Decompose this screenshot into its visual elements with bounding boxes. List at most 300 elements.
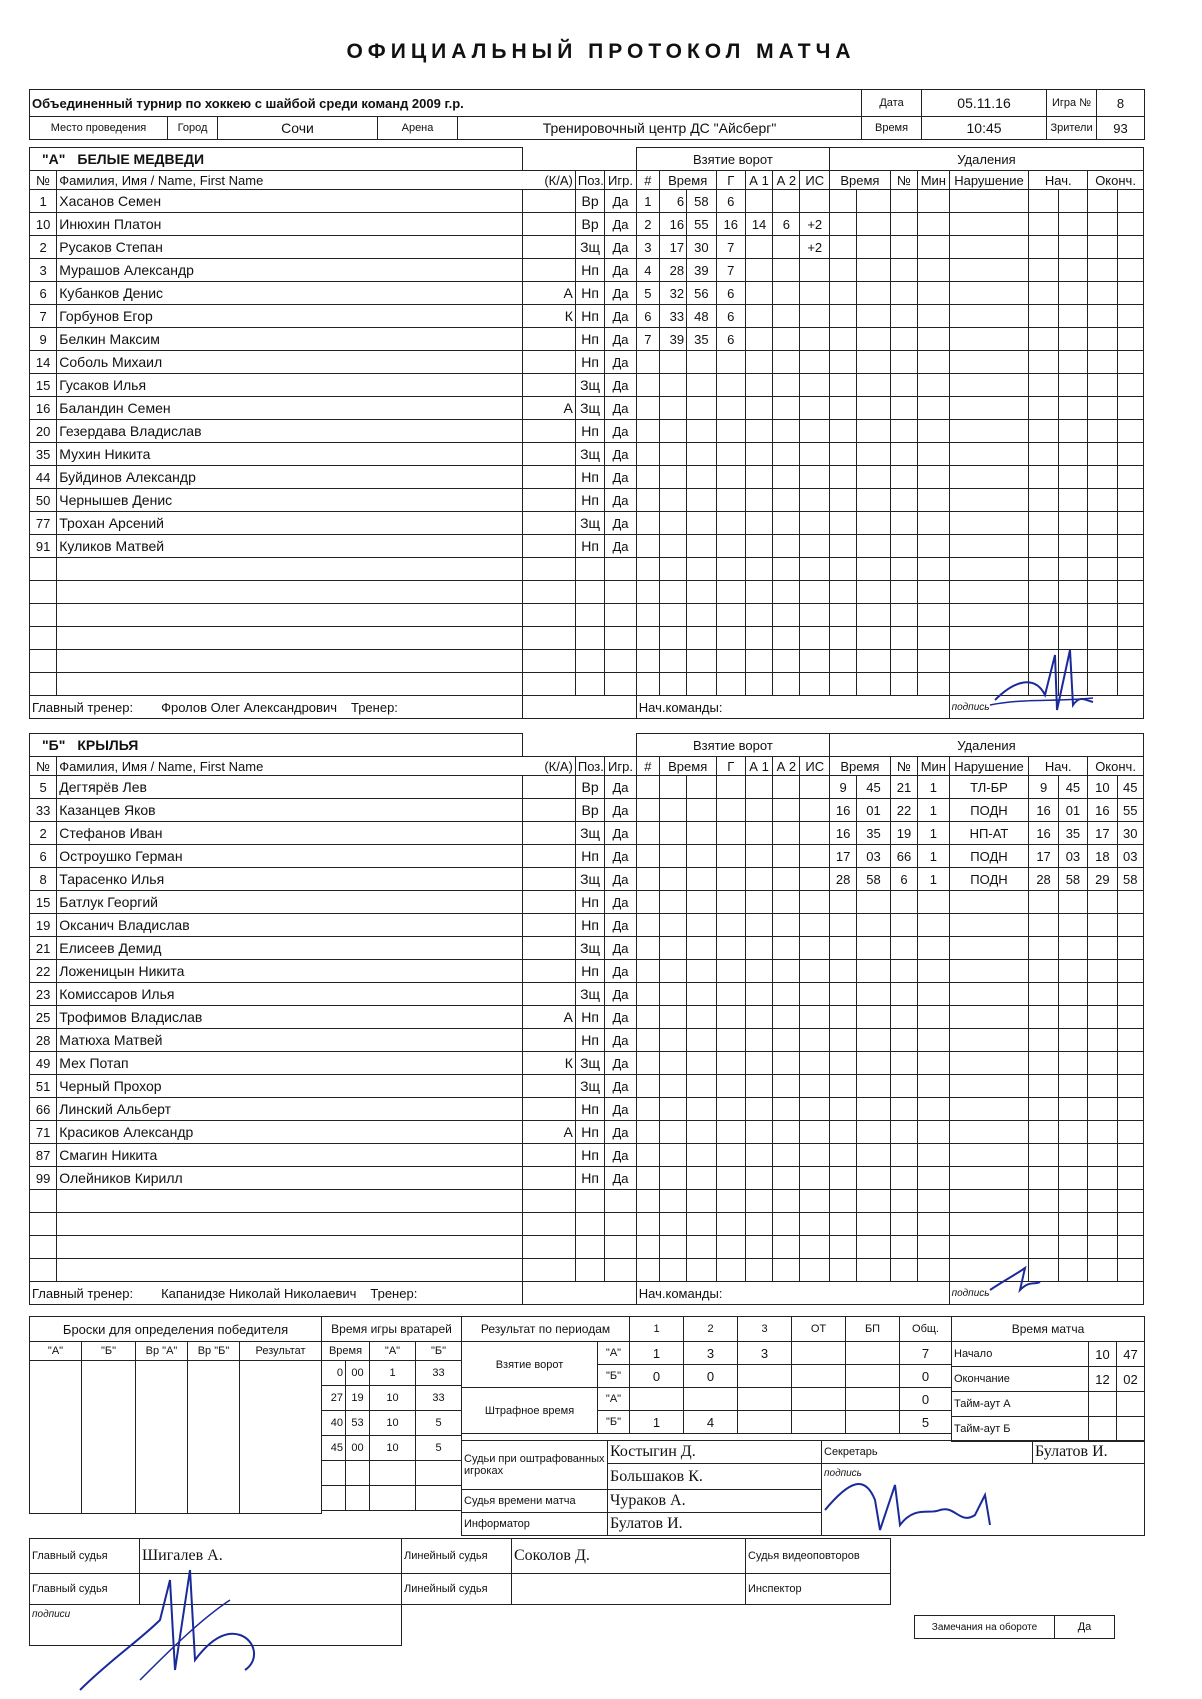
penalty-minutes: [918, 1052, 949, 1075]
penalty-infraction: [949, 397, 1029, 420]
pim-a-p1: [630, 1388, 684, 1411]
goal-assist-2: [773, 673, 800, 696]
col-assist-1: А 1: [745, 757, 772, 776]
penalty-start-min: [1029, 351, 1058, 374]
goal-assist-2: [773, 937, 800, 960]
goal-number: [636, 822, 659, 845]
goal-scorer: 6: [716, 190, 745, 213]
penalty-minute: 9: [829, 776, 856, 799]
goal-assist-2: [773, 1259, 800, 1282]
linesman-2: [512, 1574, 746, 1605]
penalty-second: 45: [857, 776, 891, 799]
penalty-start-min: [1029, 512, 1058, 535]
penalty-end-sec: [1117, 351, 1143, 374]
goal-second: [687, 1144, 716, 1167]
goalie-time-row: [322, 1436, 462, 1461]
player-position: Нп: [575, 420, 604, 443]
penalty-second: [857, 1098, 891, 1121]
goal-strength: [800, 420, 829, 443]
team-a-roster: [29, 147, 1144, 719]
penalty-second: [857, 1259, 891, 1282]
penalty-infraction: [949, 443, 1029, 466]
goal-scorer: [716, 937, 745, 960]
penalty-start-min: [1029, 627, 1058, 650]
pim-b-total: 5: [900, 1411, 952, 1434]
penalty-minute: [829, 983, 856, 1006]
player-row: [30, 776, 1144, 799]
penalty-second: [857, 627, 891, 650]
player-number: 51: [30, 1075, 57, 1098]
goal-strength: [800, 868, 829, 891]
player-row: [30, 650, 1144, 673]
penalty-minute: [829, 673, 856, 696]
goal-strength: [800, 282, 829, 305]
penalty-second: [857, 1144, 891, 1167]
player-captain-mark: [523, 604, 575, 627]
player-captain-mark: [523, 891, 575, 914]
goal-minute: [659, 1029, 686, 1052]
player-captain-mark: [523, 558, 575, 581]
penalty-start-sec: [1058, 627, 1087, 650]
penalty-end-min: [1088, 1236, 1117, 1259]
penalty-player: [890, 581, 917, 604]
goal-strength: [800, 466, 829, 489]
goal-minute: [659, 466, 686, 489]
goal-assist-2: 6: [773, 213, 800, 236]
penalty-end-sec: [1117, 443, 1143, 466]
col-pos: Поз.: [575, 757, 604, 776]
goal-assist-1: [745, 1006, 772, 1029]
penalty-end-min: 16: [1088, 799, 1117, 822]
penalty-player: [890, 1144, 917, 1167]
goal-minute: [659, 822, 686, 845]
player-name: Хасанов Семен: [57, 190, 523, 213]
player-captain-mark: К: [523, 1052, 575, 1075]
penalty-player: [890, 627, 917, 650]
table-cell: [523, 696, 636, 719]
penalty-start-min: 28: [1029, 868, 1058, 891]
player-captain-mark: К: [523, 305, 575, 328]
goal-second: [687, 627, 716, 650]
penalty-minute: [829, 581, 856, 604]
penalty-minutes: 1: [918, 868, 949, 891]
goal-strength: [800, 535, 829, 558]
player-captain-mark: [523, 983, 575, 1006]
col-assist-1: А 1: [745, 171, 772, 190]
table-cell: [523, 1282, 636, 1305]
goal-assist-2: [773, 558, 800, 581]
goal-number: [636, 891, 659, 914]
inspector-label: Инспектор: [746, 1574, 891, 1605]
penalty-start-min: [1029, 937, 1058, 960]
player-position: Нп: [575, 259, 604, 282]
penalty-player: [890, 673, 917, 696]
coach-label: Главный тренер:: [32, 699, 134, 715]
col-pen-infraction: Нарушение: [949, 171, 1029, 190]
goal-strength: [800, 1121, 829, 1144]
player-played: Да: [605, 305, 637, 328]
penalty-second: [857, 673, 891, 696]
goals-b-bp: [846, 1365, 900, 1388]
player-name: Елисеев Демид: [57, 937, 523, 960]
remarks-label: Замечания на обороте: [915, 1616, 1055, 1639]
col-pen-time: Время: [829, 171, 890, 190]
penalty-minute: [829, 1098, 856, 1121]
player-row: [30, 1098, 1144, 1121]
penalty-minute: [829, 627, 856, 650]
penalty-second: [857, 1167, 891, 1190]
player-number: 7: [30, 305, 57, 328]
goal-strength: [800, 1213, 829, 1236]
player-name: [57, 1259, 523, 1282]
goals-a-bp: [846, 1342, 900, 1365]
penalty-player: [890, 397, 917, 420]
player-position: Нп: [575, 305, 604, 328]
tournament-name: Объединенный турнир по хоккею с шайбой среди команд 2009 г.р.: [30, 90, 862, 117]
goals-a-p3: 3: [738, 1342, 792, 1365]
col-played: Игр.: [605, 757, 637, 776]
goal-second: [687, 822, 716, 845]
penalty-minute: [829, 535, 856, 558]
goal-second: 58: [687, 190, 716, 213]
player-name: Мухин Никита: [57, 443, 523, 466]
goals-b-p1: 0: [630, 1365, 684, 1388]
goal-assist-2: [773, 305, 800, 328]
penalty-player: 19: [890, 822, 917, 845]
penalty-end-min: [1088, 960, 1117, 983]
player-number: 87: [30, 1144, 57, 1167]
penalty-end-sec: 03: [1117, 845, 1143, 868]
game-number: 8: [1097, 90, 1145, 117]
goal-assist-2: [773, 891, 800, 914]
player-number: 25: [30, 1006, 57, 1029]
penalty-end-sec: [1117, 535, 1143, 558]
player-number: 66: [30, 1098, 57, 1121]
player-captain-mark: [523, 1213, 575, 1236]
penalty-start-sec: [1058, 1029, 1087, 1052]
penalty-end-sec: [1117, 1144, 1143, 1167]
penalty-end-min: [1088, 558, 1117, 581]
goal-scorer: [716, 374, 745, 397]
penalty-infraction: [949, 466, 1029, 489]
goal-assist-1: [745, 1121, 772, 1144]
match-date: 05.11.16: [922, 90, 1047, 117]
player-row: [30, 558, 1144, 581]
shootout-title: Броски для определения победителя: [30, 1317, 322, 1342]
penalty-minute: [829, 351, 856, 374]
goal-number: [636, 1144, 659, 1167]
penalty-infraction: [949, 1259, 1029, 1282]
penalty-start-sec: [1058, 282, 1087, 305]
penalty-infraction: [949, 1121, 1029, 1144]
goal-minute: [659, 1006, 686, 1029]
penalty-end-min: [1088, 1213, 1117, 1236]
team-sign-label: подпись: [949, 1282, 1143, 1305]
goal-scorer: [716, 799, 745, 822]
col-pen-end: Оконч.: [1088, 171, 1144, 190]
penalty-end-min: [1088, 1006, 1117, 1029]
player-captain-mark: [523, 443, 575, 466]
penalty-infraction: [949, 1213, 1029, 1236]
goal-scorer: [716, 443, 745, 466]
player-position: [575, 604, 604, 627]
penalty-start-min: [1029, 420, 1058, 443]
goal-second: [687, 397, 716, 420]
goal-strength: [800, 351, 829, 374]
player-captain-mark: [523, 1144, 575, 1167]
penalty-start-min: [1029, 1052, 1058, 1075]
penalty-end-sec: [1117, 650, 1143, 673]
player-played: Да: [605, 845, 637, 868]
penalty-infraction: [949, 673, 1029, 696]
penalty-end-min: 18: [1088, 845, 1117, 868]
player-row: [30, 960, 1144, 983]
penalty-minute: [829, 397, 856, 420]
penalty-player: [890, 374, 917, 397]
penalty-start-sec: [1058, 914, 1087, 937]
goal-assist-2: [773, 1098, 800, 1121]
penalty-infraction: [949, 1006, 1029, 1029]
goal-second: [687, 1029, 716, 1052]
player-captain-mark: [523, 535, 575, 558]
player-number: [30, 627, 57, 650]
penalty-start-sec: [1058, 673, 1087, 696]
goal-strength: [800, 822, 829, 845]
player-position: Вр: [575, 213, 604, 236]
penalty-minutes: [918, 1098, 949, 1121]
penalty-second: [857, 960, 891, 983]
penalty-end-min: 17: [1088, 822, 1117, 845]
player-captain-mark: [523, 776, 575, 799]
coach-name: Фролов Олег Александрович: [161, 699, 337, 715]
penalty-minute: [829, 1190, 856, 1213]
informer-label: Информатор: [462, 1513, 608, 1536]
player-position: [575, 1213, 604, 1236]
penalty-minutes: [918, 891, 949, 914]
penalty-second: [857, 937, 891, 960]
goal-strength: [800, 259, 829, 282]
penalty-second: [857, 374, 891, 397]
penalty-second: [857, 443, 891, 466]
goal-strength: [800, 983, 829, 1006]
goal-assist-1: [745, 627, 772, 650]
penalty-minutes: [918, 259, 949, 282]
penalty-minutes: [918, 604, 949, 627]
penalty-start-sec: [1058, 1098, 1087, 1121]
penalty-start-sec: [1058, 581, 1087, 604]
penalty-minute: [829, 1029, 856, 1052]
goal-number: [636, 1029, 659, 1052]
penalty-second: [857, 1075, 891, 1098]
goal-second: [687, 1190, 716, 1213]
penalty-infraction: ПОДН: [949, 845, 1029, 868]
goal-scorer: [716, 1167, 745, 1190]
goalie-time-minute: 0: [322, 1361, 346, 1386]
penalty-start-min: [1029, 282, 1058, 305]
penalty-start-sec: [1058, 236, 1087, 259]
goal-minute: [659, 799, 686, 822]
penalty-end-sec: [1117, 466, 1143, 489]
player-position: [575, 1190, 604, 1213]
penalty-minute: 16: [829, 799, 856, 822]
player-position: Нп: [575, 960, 604, 983]
player-row: [30, 604, 1144, 627]
penalty-end-sec: [1117, 1236, 1143, 1259]
penalty-second: 01: [857, 799, 891, 822]
player-number: 8: [30, 868, 57, 891]
goal-strength: [800, 397, 829, 420]
player-played: [605, 627, 637, 650]
player-name: [57, 604, 523, 627]
goalie-time-col-a: "А": [370, 1342, 416, 1361]
col-name-label: Фамилия, Имя / Name, First Name: [59, 758, 264, 774]
penalty-start-min: [1029, 213, 1058, 236]
penalty-infraction: [949, 1052, 1029, 1075]
goal-minute: [659, 535, 686, 558]
pim-label: Штрафное время: [462, 1388, 598, 1434]
goal-minute: [659, 489, 686, 512]
player-position: Нп: [575, 845, 604, 868]
player-name: [57, 673, 523, 696]
goal-strength: [800, 776, 829, 799]
player-row: [30, 282, 1144, 305]
goal-assist-2: [773, 328, 800, 351]
goal-assist-2: [773, 845, 800, 868]
penalty-second: [857, 650, 891, 673]
col-pen-start: Нач.: [1029, 757, 1088, 776]
penalty-second: [857, 259, 891, 282]
goal-assist-2: [773, 1121, 800, 1144]
goal-number: [636, 1236, 659, 1259]
player-name: Комиссаров Илья: [57, 983, 523, 1006]
goalie-time-minute: 27: [322, 1386, 346, 1411]
penalty-end-min: 29: [1088, 868, 1117, 891]
goal-minute: [659, 1213, 686, 1236]
player-row: [30, 868, 1144, 891]
goalie-a-number: 10: [370, 1411, 416, 1436]
player-captain-mark: [523, 190, 575, 213]
penalty-minute: [829, 960, 856, 983]
player-captain-mark: [523, 259, 575, 282]
goals-group-header: Взятие ворот: [636, 734, 829, 757]
goal-strength: [800, 891, 829, 914]
player-played: Да: [605, 535, 637, 558]
player-number: 28: [30, 1029, 57, 1052]
player-played: Да: [605, 213, 637, 236]
player-position: Вр: [575, 776, 604, 799]
penalty-player: [890, 1213, 917, 1236]
penalty-end-min: [1088, 512, 1117, 535]
match-time-title: Время матча: [952, 1317, 1145, 1342]
penalty-second: [857, 466, 891, 489]
goal-assist-1: [745, 1190, 772, 1213]
player-captain-mark: [523, 581, 575, 604]
player-name: Буйдинов Александр: [57, 466, 523, 489]
penalty-start-min: [1029, 891, 1058, 914]
penalty-minutes: [918, 558, 949, 581]
goal-assist-2: [773, 443, 800, 466]
period-bp: БП: [846, 1317, 900, 1342]
penalty-end-min: [1088, 1190, 1117, 1213]
penalty-second: [857, 914, 891, 937]
team-letter: "Б": [42, 737, 66, 753]
goal-strength: [800, 627, 829, 650]
player-captain-mark: [523, 420, 575, 443]
player-row: [30, 1029, 1144, 1052]
goal-assist-2: [773, 236, 800, 259]
goal-second: [687, 776, 716, 799]
penalty-start-min: [1029, 1144, 1058, 1167]
penalty-minutes: [918, 397, 949, 420]
player-row: [30, 1167, 1144, 1190]
penalty-end-min: [1088, 581, 1117, 604]
player-played: Да: [605, 236, 637, 259]
penalty-end-sec: [1117, 1006, 1143, 1029]
goal-second: [687, 581, 716, 604]
penalty-start-min: [1029, 328, 1058, 351]
goalie-b-number: 5: [416, 1436, 462, 1461]
penalty-minutes: [918, 627, 949, 650]
player-name: Инюхин Платон: [57, 213, 523, 236]
player-played: Да: [605, 190, 637, 213]
penalty-player: [890, 512, 917, 535]
coach-row: [30, 1282, 1144, 1305]
player-position: Зщ: [575, 822, 604, 845]
penalty-start-min: [1029, 190, 1058, 213]
coach-row: [30, 696, 1144, 719]
player-row: [30, 1190, 1144, 1213]
goal-scorer: [716, 466, 745, 489]
trainer-label: Тренер:: [370, 1285, 418, 1301]
penalty-minutes: [918, 1190, 949, 1213]
penalty-player: [890, 259, 917, 282]
goal-second: [687, 535, 716, 558]
goal-second: [687, 914, 716, 937]
goal-assist-1: [745, 1052, 772, 1075]
penalty-start-sec: [1058, 489, 1087, 512]
player-played: Да: [605, 1121, 637, 1144]
penalty-end-min: [1088, 305, 1117, 328]
penalty-start-min: [1029, 983, 1058, 1006]
penalty-start-min: [1029, 1075, 1058, 1098]
penalty-end-sec: [1117, 558, 1143, 581]
goal-second: [687, 1006, 716, 1029]
player-played: Да: [605, 282, 637, 305]
player-name: Оксанич Владислав: [57, 914, 523, 937]
penalty-infraction: [949, 374, 1029, 397]
penalty-start-sec: [1058, 213, 1087, 236]
player-row: [30, 673, 1144, 696]
goalie-time-second: 53: [346, 1411, 370, 1436]
penalty-end-min: [1088, 190, 1117, 213]
penalty-start-sec: [1058, 397, 1087, 420]
player-position: [575, 558, 604, 581]
penalty-minutes: [918, 190, 949, 213]
goal-scorer: [716, 581, 745, 604]
goal-strength: [800, 914, 829, 937]
page-title: ОФИЦИАЛЬНЫЙ ПРОТОКОЛ МАТЧА: [346, 40, 856, 63]
penalty-minute: [829, 1259, 856, 1282]
team-title: КРЫЛЬЯ: [77, 737, 139, 753]
goal-assist-2: [773, 535, 800, 558]
player-name: Ложеницын Никита: [57, 960, 523, 983]
penalty-start-sec: [1058, 190, 1087, 213]
player-captain-mark: [523, 213, 575, 236]
linesman-1: Соколов Д.: [512, 1539, 746, 1574]
penalty-minutes: [918, 1259, 949, 1282]
penalty-minute: [829, 1144, 856, 1167]
penalty-player: [890, 535, 917, 558]
